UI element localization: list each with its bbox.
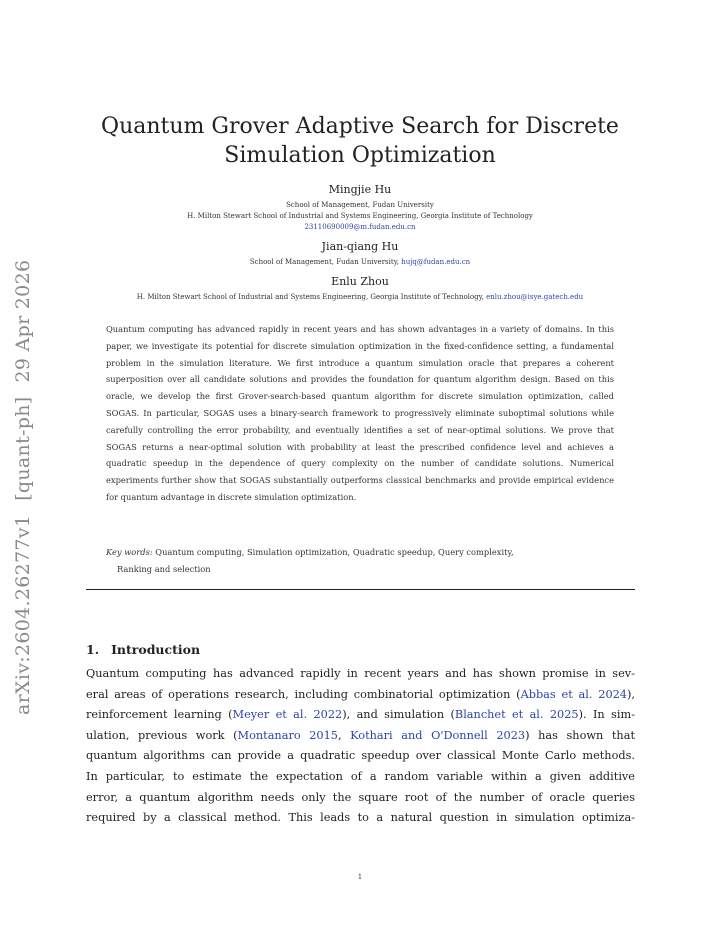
author-name-2: Jian-qiang Hu (321, 240, 399, 253)
author-2-affiliation: School of Management, Fudan University, (249, 258, 399, 266)
keywords-text-1: Quantum computing, Simulation optimization, Quadratic speedup, Query complexity, (155, 547, 514, 557)
author-2-affiliation-line (60, 257, 660, 268)
section-number: 1. (86, 642, 100, 657)
author-1-affiliation-1: School of Management, Fudan University (286, 201, 434, 209)
keywords-line-1: Key words: Quantum computing, Simulation optimization, Quadratic speedup, Query complexity, (106, 547, 514, 557)
author-3-affiliation-line (60, 292, 660, 303)
author-name-1: Mingjie Hu (328, 183, 392, 196)
intro-line-5: quantum algorithms can provide a quadratic speedup over classical Monte Carlo methods. (86, 749, 635, 763)
page-number: 1 (357, 873, 363, 881)
paper-title (84, 112, 636, 170)
intro-line-8: required by a classical method. This leads to a natural question in simulation optimiza- (86, 811, 635, 825)
author-1-email-line (60, 222, 660, 233)
arxiv-category: [quant-ph] (12, 396, 34, 501)
intro-line-2: eral areas of operations research, including combinatorial optimization (Abbas et al. 2024), (86, 687, 635, 701)
abstract: Quantum computing has advanced rapidly in recent years and has shown advantages in a variety of domains. In this paper, we investigate its potential for discrete simulation optimization in the fixed-confidence setting, a fundamental problem in the simulation literature. We first introduce a quantum simulation oracle that prepares a coherent superposition over all candidate solutions and provides the foundation for quantum algorithm design. Based on this oracle, we develop the first Grover-search-based quantum algorithm for discrete simulation optimization, called SOGAS. In particular, SOGAS uses a binary-search framework to progressively eliminate suboptimal solutions while carefully controlling the error probability, and eventually identifies a set of near-optimal solutions. We prove that SOGAS returns a near-optimal solution with probability at least the prescribed confidence level and achieves a quadratic speedup in the dependence of query complexity on the number of candidate solutions. Numerical experiments further show that SOGAS substantially outperforms classical benchmarks and provide empirical evidence for quantum advantage in discrete simulation optimization. (106, 324, 614, 502)
author-3-email-link[interactable]: enlu.zhou@isye.gatech.edu (486, 293, 584, 301)
section-title: Introduction (111, 642, 201, 657)
keywords-label: Key words (106, 547, 150, 557)
author-2-email-link[interactable]: hujq@fudan.edu.cn (401, 258, 471, 266)
intro-line-3: reinforcement learning (Meyer et al. 2022), and simulation (Blanchet et al. 2025). In sim- (86, 708, 635, 722)
intro-line-1: Quantum computing has advanced rapidly in recent years and has shown promise in sev- (86, 667, 635, 680)
author-1-email-link[interactable]: 23110690009@m.fudan.edu.cn (304, 223, 416, 231)
intro-line-6: In particular, to estimate the expectation of a random variable within a given additive (86, 769, 635, 783)
intro-line-4: ulation, previous work (Montanaro 2015, Kothari and O'Donnell 2023) has shown that (86, 728, 635, 742)
citation-meyer-2022[interactable]: Meyer et al. 2022 (232, 708, 343, 722)
keywords (106, 544, 614, 578)
citation-abbas-2024[interactable]: Abbas et al. 2024 (520, 687, 627, 701)
arxiv-date: 29 Apr 2026 (12, 259, 34, 383)
arxiv-sidebar-stamp (12, 245, 46, 715)
introduction-body (86, 664, 635, 829)
title-line-2: Simulation Optimization (224, 143, 496, 168)
section-divider (86, 589, 635, 590)
author-1-affiliation-2: H. Milton Stewart School of Industrial and Systems Engineering, Georgia Institute of Technology (187, 212, 533, 220)
arxiv-id: arXiv:2604.26277v1 (12, 514, 34, 715)
keywords-text-2: Ranking and selection (117, 564, 211, 574)
intro-line-7: error, a quantum algorithm needs only the square root of the number of oracle queries (86, 790, 635, 804)
author-3-affiliation: H. Milton Stewart School of Industrial and Systems Engineering, Georgia Institute of Technology, (136, 293, 484, 301)
author-name-3: Enlu Zhou (331, 275, 389, 288)
citation-kothari-odonnell-2023[interactable]: Kothari and O'Donnell 2023 (350, 728, 526, 742)
title-line-1: Quantum Grover Adaptive Search for Discrete (101, 114, 619, 139)
citation-blanchet-2025[interactable]: Blanchet et al. 2025 (454, 708, 579, 722)
citation-montanaro-2015[interactable]: Montanaro 2015 (237, 728, 338, 742)
section-heading (86, 642, 200, 657)
